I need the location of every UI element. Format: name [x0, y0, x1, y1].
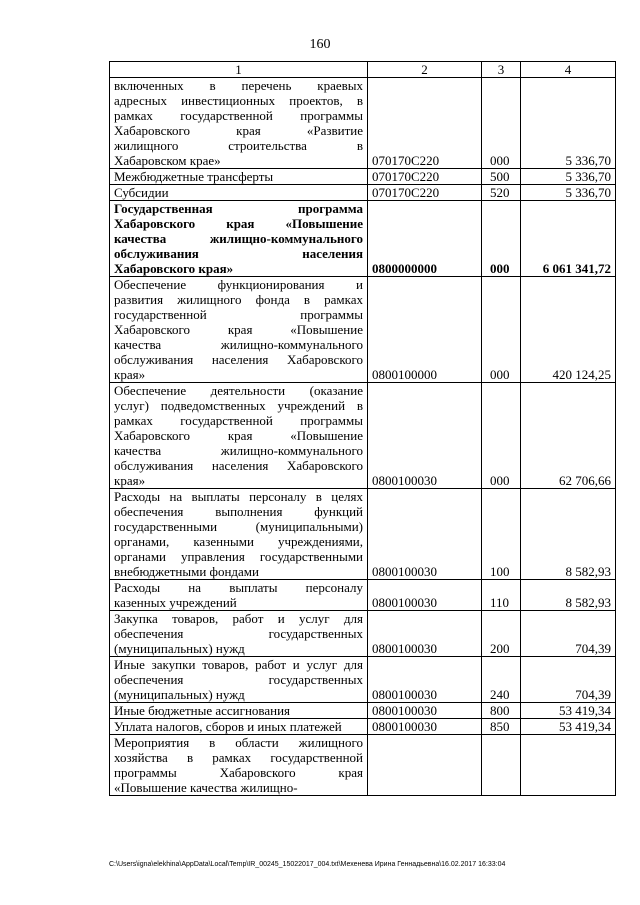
row-name-text: Государственная программа Хабаровского края «Повышение качества жилищно-коммунального обслуживания населения Хабаровского края» [114, 201, 363, 276]
row-type: 850 [482, 719, 521, 735]
row-name [110, 611, 368, 657]
row-name-text: Обеспечение функционирования и развития жилищного фонда в рамках государственной программы Хабаровского края «Повышение качества жилищно-коммунального обслуживания населения Хабаровского края» [114, 277, 363, 382]
row-name [110, 735, 368, 796]
row-type: 000 [482, 277, 521, 383]
row-type: 000 [482, 78, 521, 169]
column-header-4: 4 [521, 62, 616, 78]
row-type: 800 [482, 703, 521, 719]
row-name-text: Мероприятия в области жилищного хозяйства в рамках государственной программы Хабаровского края «Повышение качества жилищно- [114, 735, 363, 795]
table-row [110, 169, 616, 185]
row-code: 0800100030 [368, 719, 482, 735]
row-code: 0800100030 [368, 580, 482, 611]
row-sum: 704,39 [521, 657, 616, 703]
row-sum [521, 735, 616, 796]
row-code: 070170С220 [368, 78, 482, 169]
row-type: 200 [482, 611, 521, 657]
row-sum: 704,39 [521, 611, 616, 657]
row-sum: 8 582,93 [521, 580, 616, 611]
row-name [110, 719, 368, 735]
row-name [110, 703, 368, 719]
row-name-text: Иные бюджетные ассигнования [114, 703, 291, 718]
table-row [110, 383, 616, 489]
row-code: 0800100030 [368, 703, 482, 719]
row-sum: 62 706,66 [521, 383, 616, 489]
row-type: 240 [482, 657, 521, 703]
row-name-text: включенных в перечень краевых адресных инвестиционных проектов, в рамках государственной программы Хабаровского края «Развитие жилищного строительства в Хабаровском крае» [114, 78, 363, 168]
row-name [110, 383, 368, 489]
row-name [110, 657, 368, 703]
row-type: 520 [482, 185, 521, 201]
column-header-2: 2 [368, 62, 482, 78]
row-sum: 420 124,25 [521, 277, 616, 383]
row-name [110, 489, 368, 580]
row-code: 0800100030 [368, 611, 482, 657]
row-name-text: Субсидии [114, 185, 169, 200]
table-row [110, 489, 616, 580]
row-sum: 5 336,70 [521, 78, 616, 169]
row-code: 0800100000 [368, 277, 482, 383]
table-row [110, 185, 616, 201]
row-sum: 6 061 341,72 [521, 201, 616, 277]
row-code [368, 735, 482, 796]
row-name [110, 78, 368, 169]
row-name-text: Иные закупки товаров, работ и услуг для обеспечения государственных (муниципальных) нужд [114, 657, 363, 702]
row-name-text: Расходы на выплаты персоналу в целях обеспечения выполнения функций государственными (муниципальными) органами, казенными учреждениями, органами управления государственными внебюджетными фондами [114, 489, 363, 579]
row-name-text: Обеспечение деятельности (оказание услуг) подведомственных учреждений в рамках государственной программы Хабаровского края «Повышение качества жилищно-коммунального обслуживания населения Хабаровского края» [114, 383, 363, 488]
row-sum: 53 419,34 [521, 719, 616, 735]
table-row [110, 703, 616, 719]
row-type [482, 735, 521, 796]
row-name [110, 277, 368, 383]
table-header-row [110, 62, 616, 78]
table-row [110, 78, 616, 169]
row-code: 070170С220 [368, 169, 482, 185]
column-header-3: 3 [482, 62, 521, 78]
row-name-text: Уплата налогов, сборов и иных платежей [114, 719, 342, 734]
row-name [110, 169, 368, 185]
table-row [110, 580, 616, 611]
row-sum: 5 336,70 [521, 169, 616, 185]
file-path-footer: C:\Users\igna\elekhina\AppData\Local\Temp\IR_00245_15022017_004.txt\Мехенева Ирина Геннадьевна\16.02.2017 16:33:04 [109, 861, 506, 868]
row-code: 0800000000 [368, 201, 482, 277]
row-code: 0800100030 [368, 383, 482, 489]
row-name-text: Межбюджетные трансферты [114, 169, 274, 184]
row-name [110, 201, 368, 277]
row-code: 0800100030 [368, 489, 482, 580]
table-row [110, 611, 616, 657]
page-number: 160 [309, 37, 331, 52]
row-code: 070170С220 [368, 185, 482, 201]
table-row [110, 735, 616, 796]
row-type: 100 [482, 489, 521, 580]
table-row [110, 201, 616, 277]
row-sum: 53 419,34 [521, 703, 616, 719]
table-row [110, 657, 616, 703]
row-type: 000 [482, 201, 521, 277]
row-name-text: Закупка товаров, работ и услуг для обеспечения государственных (муниципальных) нужд [114, 611, 363, 656]
table-row [110, 719, 616, 735]
row-name [110, 580, 368, 611]
row-type: 500 [482, 169, 521, 185]
table-row [110, 277, 616, 383]
row-sum: 8 582,93 [521, 489, 616, 580]
row-name-text: Расходы на выплаты персоналу казенных учреждений [114, 580, 363, 610]
row-code: 0800100030 [368, 657, 482, 703]
row-name [110, 185, 368, 201]
budget-table [109, 61, 616, 796]
column-header-1: 1 [110, 62, 368, 78]
row-type: 000 [482, 383, 521, 489]
row-type: 110 [482, 580, 521, 611]
row-sum: 5 336,70 [521, 185, 616, 201]
